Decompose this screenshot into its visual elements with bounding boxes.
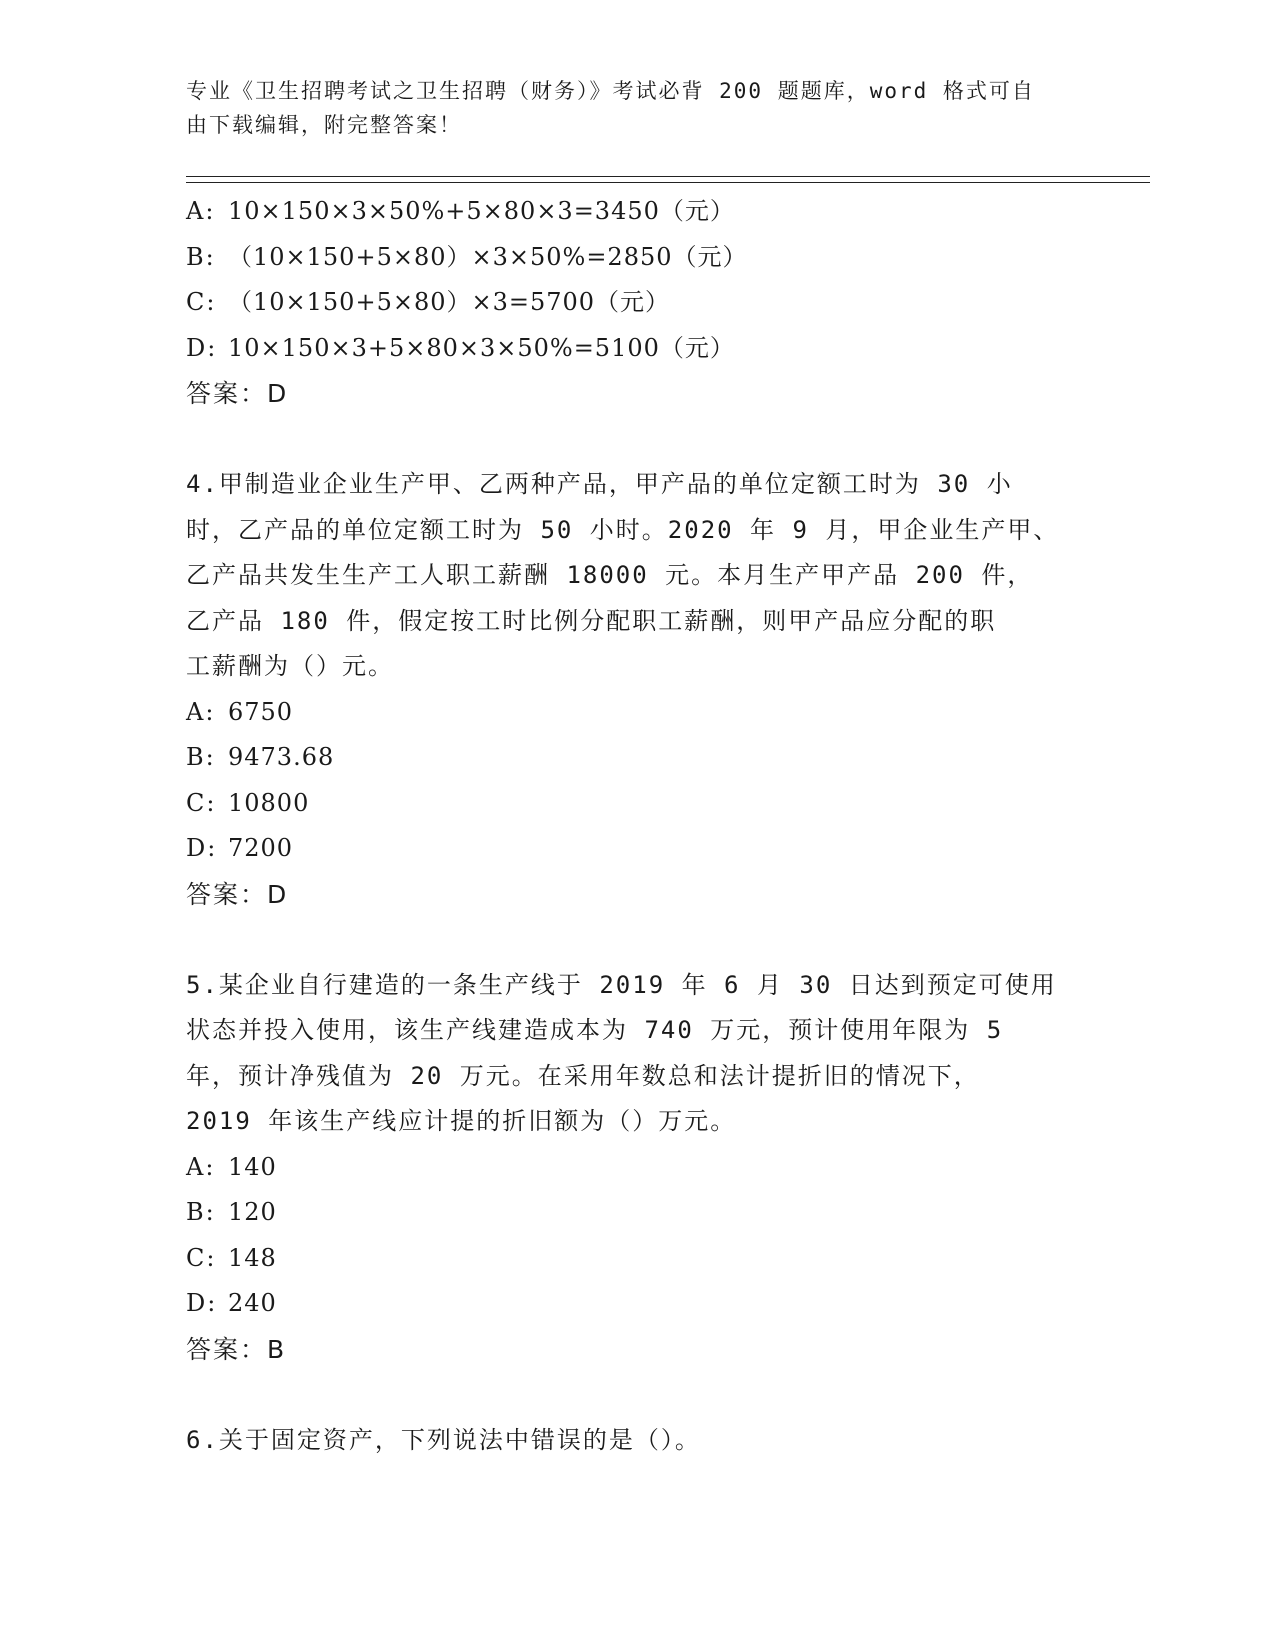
question-3 [186, 189, 1086, 417]
option-text: 10800 [228, 788, 310, 817]
option-text: （10×150+5×80）×3×50%=2850（元） [228, 242, 748, 271]
option-a [186, 690, 1086, 736]
option-text: 6750 [228, 697, 294, 726]
option-c [186, 1236, 1086, 1282]
option-label: B: [186, 1198, 216, 1226]
option-label: C: [186, 788, 217, 817]
option-label: D: [186, 1289, 218, 1317]
option-d [186, 326, 1086, 372]
option-b [186, 235, 1086, 281]
header-divider [186, 176, 1150, 183]
option-label: D: [186, 834, 218, 862]
question-text-line: 工薪酬为（）元。 [186, 652, 394, 680]
header-line-2: 由下载编辑，附完整答案！ [186, 113, 462, 137]
question-text-line: 年，预计净残值为 20 万元。在采用年数总和法计提折旧的情况下， [186, 1061, 980, 1090]
option-b [186, 1190, 1086, 1236]
option-text: 7200 [228, 834, 294, 862]
option-label: C: [186, 288, 217, 316]
option-label: A: [186, 697, 216, 726]
option-text: 240 [228, 1289, 277, 1317]
question-text-line: 状态并投入使用，该生产线建造成本为 740 万元，预计使用年限为 5 [186, 1016, 1004, 1044]
answer: 答案：D [186, 379, 289, 408]
question-text-line: 4.甲制造业企业生产甲、乙两种产品，甲产品的单位定额工时为 30 小 [186, 470, 1013, 498]
answer: 答案：D [186, 879, 289, 909]
spacer [186, 417, 1086, 463]
option-label: D: [186, 333, 218, 362]
question-text-line: 6.关于固定资产，下列说法中错误的是（）。 [186, 1425, 701, 1454]
question-6 [186, 1418, 1086, 1464]
option-text: 10×150×3+5×80×3×50%=5100（元） [228, 333, 735, 362]
option-c [186, 781, 1086, 827]
option-label: C: [186, 1243, 217, 1272]
option-label: A: [186, 197, 216, 225]
question-content [186, 189, 1086, 1463]
option-c [186, 280, 1086, 326]
question-5 [186, 963, 1086, 1373]
option-text: 120 [228, 1198, 277, 1226]
option-d [186, 826, 1086, 872]
option-text: 148 [228, 1243, 277, 1272]
option-d [186, 1281, 1086, 1327]
option-text: 9473.68 [228, 743, 335, 771]
option-label: B: [186, 743, 216, 771]
option-label: A: [186, 1152, 216, 1181]
question-text-line: 2019 年该生产线应计提的折旧额为（）万元。 [186, 1107, 737, 1135]
option-text: 10×150×3×50%+5×80×3=3450（元） [228, 197, 735, 225]
question-text-line: 乙产品 180 件，假定按工时比例分配职工薪酬，则甲产品应分配的职 [186, 606, 997, 635]
option-a [186, 1145, 1086, 1191]
document-header [186, 74, 1066, 142]
spacer [186, 917, 1086, 963]
answer: 答案：B [186, 1334, 287, 1364]
spacer [186, 1372, 1086, 1418]
question-text-line: 乙产品共发生生产工人职工薪酬 18000 元。本月生产甲产品 200 件， [186, 561, 1034, 589]
option-text: （10×150+5×80）×3=5700（元） [228, 288, 671, 316]
option-label: B: [186, 242, 216, 271]
option-text: 140 [228, 1152, 277, 1181]
question-text-line: 5.某企业自行建造的一条生产线于 2019 年 6 月 30 日达到预定可使用 [186, 970, 1057, 999]
header-line-1: 专业《卫生招聘考试之卫生招聘（财务）》考试必背 200 题题库，word 格式可自 [186, 79, 1035, 103]
question-text-line: 时，乙产品的单位定额工时为 50 小时。2020 年 9 月，甲企业生产甲、 [186, 515, 1060, 544]
option-a [186, 189, 1086, 235]
option-b [186, 735, 1086, 781]
question-4 [186, 462, 1086, 917]
